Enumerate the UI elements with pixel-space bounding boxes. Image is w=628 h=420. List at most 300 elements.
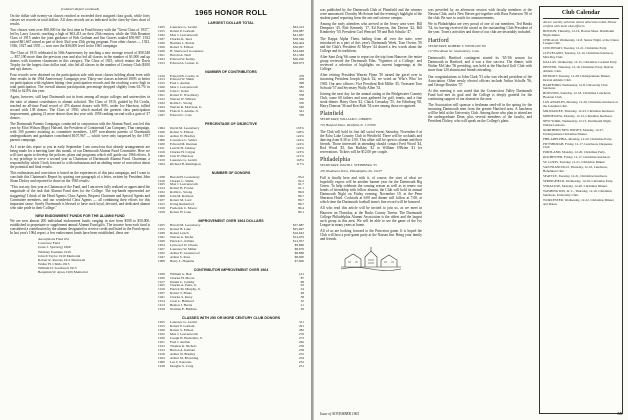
agent-name: Harry L. Hopkins <box>170 258 195 263</box>
club-calendar-box <box>539 6 623 414</box>
agent-name: Robert B. Fowler <box>170 186 194 191</box>
report-paragraph: The Class of 1915 celebrated its 50th Anniversary by reaching a new average record of $58,548 — $57,190 more than the previous year and also led all classes in the number of $1,000 and up donors with fourteen classmates in this category. The Class of 1925, which retains the Davis Trophy for the largest class dollar total, also led all classes in the number of Century Club ($100 and up) donors. <box>10 50 150 71</box>
calendar-entry: WASHINGTON, D. C., Thursday, 12-16, Christmas luncheon, University Club. <box>543 188 612 197</box>
result-value: $28,973 <box>292 60 304 65</box>
class-year: 1915 <box>158 227 165 232</box>
honor-roll-section-heading: PERCENTAGE OF OBJECTIVE <box>204 122 258 127</box>
result-value: 133% <box>296 126 304 131</box>
agent-name: David M. Leonsberry <box>170 126 200 131</box>
class-year: 1958 <box>158 271 165 276</box>
agent-name: Norman E. Bubbles <box>170 307 197 312</box>
page-number: 55 <box>617 411 622 416</box>
class-year: 1906 <box>158 359 165 364</box>
class-year: 1939 <box>158 230 165 235</box>
report-paragraph: Two classes went over $50,000 for the first time in Fund history with the "Great Class of 1937," led by Larry Leavitt, reaching a high of $63,413 on their 25th reunion, while the 50th Reunion Class of 1915 under the joint guidance of Bob Gorham and Jim Graves totaled $59,987. 1932 raised $61,667 raised as part of their 33rd year 25th giving program. Four other classes — 1923, 1926, 1927 and 1935 — won over the $36,000 level in the 1965 campaign. <box>10 28 150 49</box>
divider <box>543 18 619 19</box>
result-value: 117% <box>296 161 304 166</box>
calendar-entry: WORCESTER, Wednesday, 12-22, Christmas Dinner and Dance. <box>543 197 614 206</box>
agent-name: Harold M. Leonsberry <box>170 223 201 228</box>
agent-name: Patrick C. Kilrain <box>170 238 195 243</box>
class-year: 1920 <box>158 89 165 94</box>
class-year: 1954 <box>158 242 165 247</box>
agent-name: Laurence G. Leavitt <box>170 25 198 29</box>
class-year: 1908 <box>158 258 165 263</box>
class-year: 1917 <box>158 279 165 284</box>
report-paragraph: As I write this report to you in early September I am conscious that already arrangements are being made for a meeting later this month, of our Dartmouth Alumni Fund Committee. Here we will start again to develop the policies, plans and programs which will guide our 1966 efforts. It is my privilege to serve a second year as Chairman of Dartmouth Alumni Fund. Chairman, a responsibility which I look forward to with enthusiasm and an abiding sense of conviction about the potential and final results. <box>10 144 150 169</box>
result-value: 92.2 <box>298 178 304 183</box>
class-year: 1914 <box>158 299 165 304</box>
result-value: 341 <box>298 109 304 114</box>
result-value: 91.1 <box>298 186 304 191</box>
class-year: 1924 <box>158 355 165 360</box>
agent-name: Fred J. Andrus <box>170 81 190 86</box>
class-year: 1937 <box>158 198 165 203</box>
class-year: 1926 <box>158 238 165 243</box>
calendar-entry: CLEVELAND, Tuesday, 12-14, Christmas luncheon, Mid-Day Club. <box>543 51 614 60</box>
class-year: 1912 <box>158 343 165 348</box>
plainfield-paragraph: The Club will hold its first fall social event, Saturday, November 6 at the Echo Lake Country Club in Westfield. There will be cocktails and dancing from 8:30 to 1:00. This affair will be open to alumni and their friends. Those interested in attending should contact Fred Wood '44, Rod Wood '45, Jim Bulkley '42 or William O'Brien '41 for reservations. Tickets will be $12.00 per couple. <box>320 129 422 155</box>
agent-name: Robert S. Ellison <box>170 328 194 333</box>
result-value: 38 <box>300 295 304 300</box>
club-news-paragraph: was published by the Dartmouth Club of Plainfield and the winners were announced. Dorothy McAvinue had the evening's highlight of the student panel reporting from the arts and science campus. <box>320 8 422 21</box>
result-value: 89.1 <box>298 210 304 215</box>
class-year: 1926 <box>158 85 165 90</box>
class-year: 1916 <box>158 351 165 356</box>
hartford-paragraph: Our congratulations to John Clark '53 who was elected president of the Association. Other newly elected officers include Arthur Scholle '56, and George Rossiter '57. <box>428 74 532 87</box>
calendar-entry: PORTLAND, Monday, 12-20, Christmas Party. <box>543 150 606 155</box>
agent-name: Edward M. Kiernan <box>170 141 198 146</box>
agent-name: Charles S. Peery <box>170 295 193 300</box>
left-page <box>0 0 312 420</box>
club-news-paragraph: was preceded by an afternoon session with faculty members at the Nassau Club, and a New Haven get-together with Russ Patterson '58 of the club. Be sure to watch for announcements. <box>428 8 532 21</box>
agent-name: Lee T. Knowles <box>170 359 192 364</box>
hartford-heading: Hartford <box>428 37 449 44</box>
calendar-entry: SYRACUSE, Monday, 12-20, Christmas Dinner. <box>543 184 608 188</box>
agent-name: John C. Kohn <box>170 89 189 94</box>
result-value: 258 <box>298 347 304 352</box>
result-value: $31,569 <box>292 52 304 57</box>
result-value: 123% <box>296 149 304 154</box>
class-year: 1932 <box>158 332 165 336</box>
result-value: $36,404 <box>292 40 304 45</box>
agent-name: Robert B. Lake <box>170 227 191 232</box>
class-year: 1941 <box>158 234 165 239</box>
class-year: 1916 <box>158 287 165 292</box>
class-year: 1937 <box>158 36 165 41</box>
class-year: 1920 <box>158 141 165 146</box>
agent-name: Max J. Leavenworth <box>170 32 198 37</box>
honor-roll-section-heading: NUMBER OF DONORS <box>211 170 251 175</box>
agent-name: Robert S. Ellison <box>170 44 194 49</box>
class-year: 1916 <box>158 206 165 211</box>
campus-sketch <box>339 245 403 271</box>
result-value: 123% <box>296 145 304 150</box>
result-value: 63 <box>300 283 304 288</box>
issue-footer: Issue of NOVEMBER 1965 <box>320 412 360 416</box>
result-value: $12,957 <box>292 238 304 243</box>
agent-name: Leavitt H. Lindsay <box>170 145 196 150</box>
result-value: 254 <box>298 355 304 360</box>
agent-name: Crest L. Hubbard <box>170 299 194 304</box>
class-year: 1916 <box>158 178 165 183</box>
list-item: John P. Taylor 1910 Memorial <box>38 253 81 258</box>
class-year: 1947 <box>158 254 165 259</box>
agent-name: Charles H. Colgan <box>170 149 196 154</box>
result-value: 282 <box>298 328 304 333</box>
calendar-entry: SAN FRANCISCO, Thursday, 12-16, Luncheon, Bohemian Club. <box>543 165 608 174</box>
class-year: 1926 <box>158 44 165 49</box>
honor-roll-sections <box>158 21 304 369</box>
result-value: $41,667 <box>292 32 304 37</box>
agent-name: Burton A. Kaitaler <box>170 347 196 352</box>
honor-roll-section-heading: LARGEST DOLLAR TOTAL <box>208 21 254 25</box>
result-value: 262 <box>298 339 304 344</box>
class-year: 1932 <box>158 190 165 195</box>
calendar-entry: LOS ANGELES, Monday, 12-20, Christmas luncheon at the Jonathan Club. <box>543 100 618 109</box>
agent-name: Max J. Leavenworth <box>170 85 198 90</box>
agent-name: Edward A. Larner, Jr. <box>170 60 200 65</box>
agent-name: Fred J. Andrus <box>170 339 190 344</box>
result-value: 252 <box>298 359 304 364</box>
class-year: 1925 <box>158 223 165 228</box>
agent-name: Robert T. Bruns <box>170 291 192 296</box>
class-year: 1908 <box>158 194 165 199</box>
class-year: 1938 <box>158 174 165 179</box>
result-value: 54 <box>300 287 304 292</box>
result-value: 101 <box>298 271 304 276</box>
agent-name: Harold A. Nedt <box>170 52 191 57</box>
class-year: 1920 <box>158 48 165 53</box>
list-item: William D. Southwell 1913 <box>38 265 77 270</box>
class-year: 1937 <box>158 291 165 296</box>
report-column <box>10 8 150 274</box>
result-value: 32 <box>300 299 304 304</box>
list-item: Benjamin W. Ayres 1929 Memorial <box>38 270 88 275</box>
calendar-entry: NORTHERN NEW JERSEY, Monday, 12-27, Undergraduate Christmas Dinner. <box>543 127 604 136</box>
endowment-fund-list <box>38 237 150 274</box>
agent-name: Arthur E. Greenwood <box>170 250 200 255</box>
honor-roll-section-heading: CONTRIBUTOR IMPROVEMENT OVER 1964 <box>193 267 269 272</box>
plainfield-heading: Plainfield <box>320 111 344 118</box>
result-value: 476 <box>298 73 304 78</box>
endowment-paragraph: We are now almost 200 individual endowment funds, ranging in size from $500 to $50,000, established to perpetuate or supplement annual Alumni Fund gifts. The income from each fund is considered a contribution by the alumni designated to receive credit and listed in the Fund report. In last year's 1964 report, a few endowment funds have been established, these are: <box>10 218 150 236</box>
agent-name: Arthur W. Bradley <box>170 351 196 356</box>
agent-name: Warren G. Kiefer <box>170 234 194 239</box>
agent-name: Francis S. Adams, Jr. <box>170 109 199 114</box>
agent-name: H. Sherwood Goodenow <box>170 48 204 53</box>
list-item: Jonas J. Sjorbergj 1900 <box>38 245 71 250</box>
result-value: 279 <box>298 332 304 336</box>
running-head: (Cabinet's Report continued) <box>60 8 100 11</box>
agent-name: Patrick M. Murphy, Jr. <box>170 287 201 292</box>
agent-name: Edward C. Cole <box>170 113 192 118</box>
class-year: 1915 <box>158 81 165 86</box>
class-year: 1910 <box>158 73 165 78</box>
result-value: 121% <box>296 153 304 158</box>
agent-name: Edward W. Smith <box>170 77 195 82</box>
club-calendar-title: Club Calendar <box>561 10 601 16</box>
class-year: 1923 <box>158 56 165 61</box>
result-value: 346 <box>298 105 304 110</box>
result-value: 361 <box>298 89 304 94</box>
class-year: 1941 <box>158 133 165 138</box>
result-value: 48 <box>300 291 304 296</box>
agent-name: Thomas K. Nichols <box>170 343 197 348</box>
agent-name: Joseph H. Bachelder, Jr. <box>170 335 203 340</box>
result-value: 89.4 <box>298 206 304 211</box>
class-year: 1925 <box>158 25 165 29</box>
agent-name: Robert E. Woodberry <box>170 93 199 98</box>
result-value: 458 <box>298 77 304 82</box>
agent-name: Warren R. Morrison, Jr. <box>170 105 203 110</box>
honor-roll-section-heading: IMPROVEMENT OVER 1964 DOLLARS <box>198 219 264 224</box>
club-news-paragraph: The Kappa Alpha Theta, hailing from all over the state, were introduced as a part of this year's Dartmouth Week. Tom Owens '50 and the Club's President Al Meyer '44 shared a few words about the College and its traditions. <box>320 36 422 53</box>
class-year: 1964 <box>158 126 165 131</box>
calendar-entry: PITTSBURGH, Friday, 12-17, Luncheon, Duquesne Club. <box>543 141 613 150</box>
report-paragraph: This enthusiasm and conviction is based on the experiences of this past campaign, and I want to conclude this Chairman's Report by quoting one paragraph of a letter, written by President John Sloan Dickey and reported to those on the 1965 results: <box>10 171 150 184</box>
philadelphia-paragraph: All of us are looking forward to the Princeton game. It is hoped the Club will host a post-game party at the Nassau Inn. Bring your family and friends. <box>320 228 422 242</box>
honor-roll <box>158 8 304 369</box>
result-value: $7,900 <box>294 258 304 263</box>
honor-roll-row <box>158 365 304 369</box>
endowment-heading: NEW ENDOWMENT FUNDS FOR THE ALUMNI FUND <box>35 213 125 218</box>
agent-name: Edward B. Cordis, Jr. <box>170 73 200 78</box>
class-year: 1911 <box>158 145 165 150</box>
agent-name: Robert M. Lord <box>170 198 192 203</box>
class-year: 1930 <box>158 335 165 340</box>
result-value: $30,200 <box>292 56 304 61</box>
hartford-paragraph: Dartmouth's Hartford contingent started its '65-'66 season for Dartmouth in Hartford, and it was a fine success. The dinner, with Walter McCabe '56 presiding, was held at the Hartford Golf Club with more than 120 alumni and friends attending. <box>428 56 532 73</box>
class-year: 1924 <box>158 105 165 110</box>
class-year: 1912 <box>158 97 165 102</box>
agent-name: Charles C. Smith <box>170 178 194 183</box>
calendar-entry: BOSTON, Thursday, 12-16, Boston Mass. Dartmouth Night dinner. <box>543 28 615 37</box>
result-value: 311 <box>299 320 304 325</box>
class-year: 1921 <box>158 93 165 98</box>
agent-name: Robert S. Ellison <box>170 129 194 134</box>
philadelphia-secretary: SECRETARY, DAVID J. STEINBERG '55 <box>320 163 377 168</box>
agent-name: Frederick C. Moore <box>170 206 197 211</box>
honor-roll-row <box>158 211 304 215</box>
report-paragraph: On the dollar side twenty-six classes reached or exceeded their assigned class goals, while forty classes set records in total dollars. All class records are as indicated in the class-by-class chart of results. <box>10 13 150 26</box>
class-year: 1927 <box>158 246 165 251</box>
class-year: 1919 <box>158 157 165 162</box>
result-value: 89.9 <box>298 190 304 195</box>
result-value: 350 <box>298 101 304 106</box>
agent-name: Laurence G. Leavitt <box>170 320 198 325</box>
class-year: 1926 <box>158 129 165 134</box>
honor-roll-section-heading: CLASSES WITH 250 OR MORE CENTURY CLUB DONORS <box>181 316 281 321</box>
result-value: 124% <box>296 141 304 146</box>
calendar-entry: MINNESOTA, Monday, 12-13, Christmas luncheon. <box>543 113 613 118</box>
list-item: Whitney Eastman 1910 <box>38 249 71 254</box>
agent-name: Laurence W. Miller <box>170 246 197 251</box>
agent-name: Douglas S. Craig <box>170 363 194 368</box>
agent-name: Lawrence C. Seidel <box>170 137 197 142</box>
calendar-entry: CHICAGO, Wednesday, 12-8, Senior Night, at the Union League Club. <box>543 37 619 46</box>
agent-name: Max J. Leavenworth <box>170 332 198 336</box>
agent-name: Irving Rutherford <box>170 202 195 207</box>
report-paragraph: Four records were obtained on the participation side with most classes holding about even with their results in the 1964 Anniversary Campaign year. Thirty-one classes achieved 100% or better on participation with eighteen hitting clear participation records and the reaching a new high in total participation. The overall alumni participation percentage dropped slightly from 63.7% in 1964 to 62.8% this year. <box>10 73 150 94</box>
club-news-paragraph: Among the early attendees who arrived at the Jersey area were: Bill Dempster '45, Bob Kennedy '17, Ed Kenyon, Jim Dorion '42, Bill Kimberley '50, President Carl Wenczel '58 and Bob Schultz '47. <box>320 22 422 35</box>
philadelphia-heading: Philadelphia <box>320 157 350 164</box>
calendar-entry: DENVER, Thursday, 12-16, Christmas Party, Denver Athletic Club. <box>543 65 614 73</box>
result-value: 128% <box>296 129 304 134</box>
class-year: 1906 <box>158 137 165 142</box>
class-year: 1924 <box>158 161 165 166</box>
report-paragraph: Again, however, still kept Dartmouth out in front among all major colleges and universities in the ratio of alumni contributors to alumni solicited. The Class of 1910, guided by Ed Cordis, reached an all-time Fund record of 476 alumni donors with 90%, under Joe Harrison, tallied second with 138 donors. The Class of 1930, which marked the greatest class participation improvement, gaining 21 more donors than last year with 1058 ranking second with a gain of 37 donors. <box>10 95 150 120</box>
class-year: 1913 <box>158 60 165 65</box>
class-year: 1926 <box>158 328 165 333</box>
agent-name: Charles R. Teed <box>170 36 192 41</box>
agent-name: William G. Batt <box>170 271 192 276</box>
agent-name: Laurence G. Leavitt <box>170 157 198 162</box>
class-year: 1932 <box>158 250 165 255</box>
class-year: 1915 <box>158 324 165 329</box>
class-year: 1941 <box>158 295 165 300</box>
result-value: 291 <box>298 324 304 329</box>
agent-name: Robert Lynch <box>170 230 189 235</box>
honor-roll-section-heading: NUMBER OF CONTRIBUTORS <box>205 69 257 74</box>
agent-name: Arthur M. Browning <box>170 355 199 360</box>
result-value: 124% <box>296 133 304 138</box>
club-news-column-2 <box>428 8 532 412</box>
calendar-entry: HOUSTON, Saturday, 12-18, Christmas Luncheon, Houston Club. <box>543 91 612 100</box>
result-value: $8,976 <box>294 246 304 251</box>
hartford-paragraph: At this meeting it was noted that the Connecticut Valley Dartmouth Fund had met its goal and the College is deeply grateful for the continuing support of our alumni in the area. <box>428 88 532 101</box>
honor-roll-row <box>158 260 304 264</box>
club-news-column-1 <box>320 8 422 412</box>
result-value: $37,987 <box>292 223 304 228</box>
class-year: 1914 <box>158 347 165 352</box>
class-year: 1916 <box>158 149 165 154</box>
agent-name: Edward W. Kelley <box>170 56 195 61</box>
class-year: 1921 <box>158 52 165 57</box>
calendar-entry: ST. LOUIS, Tuesday, 12-21, Christmas Dinner. <box>543 160 606 165</box>
agent-name: Jack W. Harrison <box>170 153 194 158</box>
result-value: 89.7 <box>298 198 304 203</box>
agent-name: Arthur S. Ross <box>170 254 191 259</box>
result-value: $38,546 <box>292 36 304 41</box>
agent-name: Rollin L. Strong <box>170 101 193 106</box>
philadelphia-address: 476 Woodmont Drive, Philadelphia, Pa. 19107 <box>320 169 382 174</box>
calendar-entry: ROCHESTER, Friday, 12-17, Christmas luncheon. <box>543 155 611 160</box>
club-news-paragraph: After retiring President Warren Flynn '30 turned the gavel over to incoming President Joseph Quick '42, we voted on 'Who's Who' for 1965. Our new officers: Vice President Bob Miller '45, Treasurer Tom Schwab '57 and Secretary Wally Allen '33. <box>320 73 422 90</box>
honor-roll-row <box>158 163 304 167</box>
calendar-entry: CINCINNATI, Tuesday, 12-21, Christmas Party. <box>543 46 608 51</box>
class-year: 1947 <box>158 113 165 118</box>
class-year: 1932 <box>158 101 165 106</box>
result-value: $34,648 <box>292 48 304 53</box>
honor-roll-title: 1965 HONOR ROLL <box>194 8 268 17</box>
list-item: Lawrence Fund <box>38 241 60 246</box>
result-value: $16,643 <box>292 230 304 235</box>
class-year: 1925 <box>158 182 165 187</box>
class-year: 1902 <box>158 153 165 158</box>
agent-name: Warren W. Willard <box>170 97 196 102</box>
class-year: 1921 <box>158 339 165 344</box>
class-year: 1915 <box>158 202 165 207</box>
hartford-secretary: SECRETARY, ROBERT S. WINSLOW '60 <box>428 43 486 48</box>
right-page <box>314 0 628 420</box>
agent-name: Richard B. Remington <box>170 161 201 166</box>
calendar-entry: DETROIT, Tuesday, 12-28, Undergraduate Dinner, Detroit Athletic Club. <box>543 73 611 82</box>
club-news-paragraph: After Sam Zeig '66 came to report on the trip from Hanover, the entire group reviewed the Dartmouth Film, 'Vignettes of a College,' and reviewed a selection of highlights on current happenings at the College. <box>320 54 422 72</box>
class-year: 1919 <box>158 210 165 215</box>
result-value: 124% <box>296 137 304 142</box>
result-value: 87 <box>300 275 304 280</box>
class-year: 1930 <box>158 40 165 45</box>
class-year: 1916 <box>158 307 165 312</box>
agent-name: Charles H. Moore <box>170 275 195 280</box>
club-calendar-list <box>543 30 619 207</box>
result-value: 68 <box>300 279 304 284</box>
calendar-entry: SEATTLE, Tuesday, 12-21, Christmas luncheon. <box>543 174 608 179</box>
agent-name: Rollin L. Strong <box>170 190 193 195</box>
agent-name: Benton J. Harris <box>170 303 193 308</box>
calendar-entry: HARTFORD, Wednesday, 12-8, University Club luncheon. <box>543 82 608 91</box>
report-paragraph: The Dartmouth Parents Campaign, conducted in conjunction with the Alumni Fund, was led this year by Eliot Wilson (Ripy) Halsted, the President of Continental Can Company. That campaign, with 100 parents assisting as committee members, 1,697 non-alumni parents of Dartmouth undergraduates and graduates contributed $107,967 — which were only surpassed by the 1957 parents campaign. <box>10 122 150 143</box>
agent-name: Lynwood W. Owens <box>170 242 198 247</box>
result-value: 93.2 <box>298 174 304 179</box>
result-value: 339 <box>298 113 304 118</box>
list-item: Anonymous Fund #31 <box>38 237 70 242</box>
result-value: 118% <box>296 157 304 162</box>
class-year: 1913 <box>158 303 165 308</box>
class-year: 1925 <box>158 320 165 325</box>
result-value: 29 <box>300 307 304 312</box>
agent-name: Arthur W. Bradley <box>170 133 196 138</box>
plainfield-secretary: SECRETARY, WILLIAM C. OBRIEN <box>320 117 372 122</box>
class-year: 1914 <box>158 186 165 191</box>
result-value: $14,979 <box>292 234 304 239</box>
agent-name: Max J. Leavenworth <box>170 182 198 187</box>
agent-name: Robert P. Gorham <box>170 28 195 33</box>
calendar-entry: MILWAUKEE, Thursday, 12-23, Christmas luncheon. <box>543 109 615 113</box>
philadelphia-paragraph: All who read this article will be invited to join us, as we meet in Hanover on Thursday, at the Bucks County Tavern. The Dartmouth College Philadelphia Alumni Association is the oldest and the largest such group in this area. We will be able to see the game of the Ivy League in many years at home. <box>320 206 422 227</box>
class-year: 1925 <box>158 283 165 288</box>
class-year: 1930 <box>158 275 165 280</box>
class-year: 1918 <box>158 363 165 368</box>
result-value: 255 <box>298 351 304 356</box>
result-value: $59,987 <box>292 28 304 33</box>
club-news-paragraph: Joining the next day for the annual outing at the Bridgewater Country Club, some 60 fathers and sons gathered for golf, tennis, and a fine steak dinner. Harry Oren '42, Chuck Cassaday '55, Joe Edinburg '60, Harry Duncan '36 and Ken Rule '54 were among those recognized. <box>320 91 422 108</box>
list-item: Walter H. Childs 1913 <box>38 261 70 266</box>
result-value: 259 <box>298 343 304 348</box>
calendar-entry: DALLAS, Wednesday, 12-15, Christmas Cocktail Party. <box>543 60 618 65</box>
list-item: Robert R. Rawles 1911 Memorial <box>38 257 86 262</box>
agent-name: Robert P. Gorham <box>170 324 195 329</box>
club-news-paragraph: We in Philadelphia are very proud of one of our members, Ted Hanks '34, for having received the award as the outstanding Club President of the year. Town's activities and those of our club are invariably included. <box>428 22 532 35</box>
plainfield-address: 710 Hanford Place, Westfield, N. J. 07090 <box>320 122 376 127</box>
agent-name: Harold H. Leonsberry <box>170 174 200 179</box>
hartford-paragraph: The Association will sponsor a freshman send-off in the spring for the incoming Dartmouth men from the greater Hartford area. A luncheon will be held at the University Club. Among those who plan to attend are the undergraduate Dean, plus several members of the faculty, and President Dickey, who will speak on the College's plans. <box>428 103 532 124</box>
club-calendar-intro: All are warmly welcome unless otherwise noted. Please confirm with local club officers. <box>543 20 617 28</box>
class-year: 1915 <box>158 28 165 33</box>
honor-roll-row <box>158 114 304 118</box>
result-value: 251 <box>298 363 304 368</box>
result-value: $9,860 <box>294 242 304 247</box>
result-value: 89.7 <box>298 202 304 207</box>
honor-roll-row <box>158 62 304 66</box>
result-value: 89.7 <box>298 194 304 199</box>
result-value: 382 <box>298 85 304 90</box>
agent-name: Charles A. Fenn, Jr. <box>170 283 197 288</box>
result-value: 273 <box>298 335 304 340</box>
result-value: 21 <box>300 303 304 308</box>
class-year: 1926 <box>158 109 165 114</box>
result-value: 91.7 <box>298 182 304 187</box>
